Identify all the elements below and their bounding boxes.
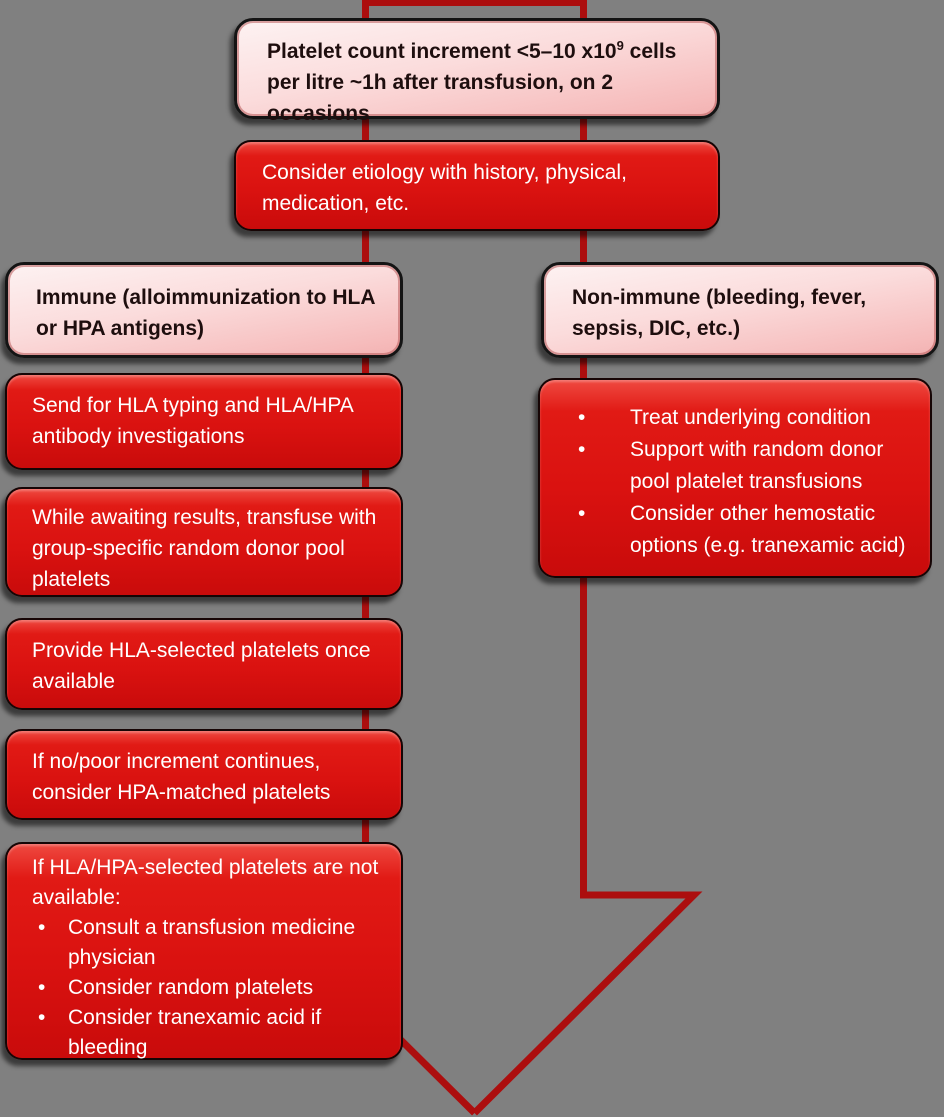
step-box-hla-typing xyxy=(5,373,403,470)
immune-header-text: Immune (alloimmunization to HLA or HPA antigens) xyxy=(36,286,375,340)
immune-header-box xyxy=(5,262,403,358)
supportive-care-box xyxy=(538,378,932,578)
fallback-bullet-item xyxy=(32,973,387,1003)
bullet-marker: • xyxy=(38,1006,46,1029)
criteria-text: Platelet count increment <5–10 $x10^9$ cells per litre ~1h after transfusion, on 2 occasions xyxy=(267,38,677,125)
step-box-hpa-matched xyxy=(5,729,403,820)
bullet-marker: • xyxy=(38,916,46,939)
fallback-bullet-text: Consider tranexamic acid if bleeding xyxy=(68,1006,322,1059)
bullet-marker: • xyxy=(38,976,46,999)
non-immune-header-text: Non-immune (bleeding, fever, sepsis, DIC, etc.) xyxy=(572,286,867,340)
step-box-awaiting-results xyxy=(5,487,403,597)
action-bullet-text: Treat underlying condition xyxy=(630,406,871,429)
fallback-bullet-item xyxy=(32,1003,387,1063)
criteria-box xyxy=(234,18,720,125)
fallback-box xyxy=(5,842,403,1060)
step-box-hla-selected xyxy=(5,618,403,710)
action-bullet-text: Consider other hemostatic options (e.g. tranexamic acid) xyxy=(630,502,906,557)
fallback-intro: If HLA/HPA-selected platelets are not available: xyxy=(32,856,379,909)
step-text: While awaiting results, transfuse with group-specific random donor pool platelets xyxy=(32,506,377,591)
bullet-marker: • xyxy=(578,438,586,461)
criteria-superscript: 9 xyxy=(616,38,624,53)
fallback-bullet-item xyxy=(32,913,387,973)
fallback-bullet-text: Consider random platelets xyxy=(68,976,314,999)
etiology-text: Consider etiology with history, physical, medication, etc. xyxy=(262,161,627,215)
etiology-box xyxy=(234,140,720,231)
action-bullet-item xyxy=(570,402,918,434)
step-text: If no/poor increment continues, consider HPA-matched platelets xyxy=(32,750,331,804)
bullet-marker: • xyxy=(578,406,586,429)
action-bullet-text: Support with random donor pool platelet transfusions xyxy=(630,438,884,493)
bullet-marker: • xyxy=(578,502,586,525)
action-bullet-item xyxy=(570,434,918,498)
step-text: Provide HLA-selected platelets once available xyxy=(32,639,371,693)
fallback-bullet-text: Consult a transfusion medicine physician xyxy=(68,916,356,969)
step-text: Send for HLA typing and HLA/HPA antibody investigations xyxy=(32,394,353,448)
action-bullet-item xyxy=(570,498,918,562)
non-immune-header-box xyxy=(541,262,939,358)
